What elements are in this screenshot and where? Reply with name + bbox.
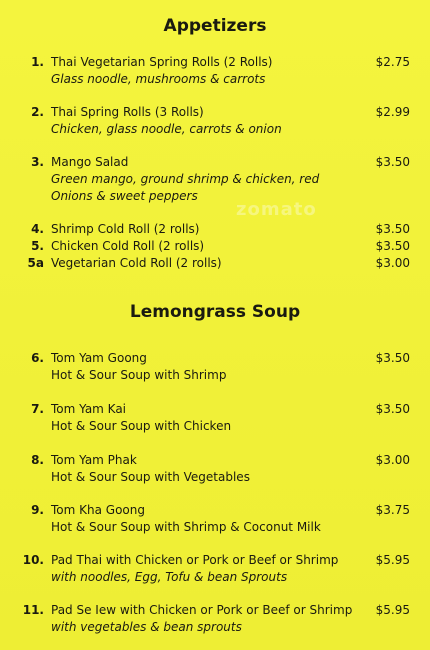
item-name: Tom Yam Kai bbox=[51, 402, 127, 416]
item-description: Green mango, ground shrimp & chicken, red bbox=[51, 172, 320, 186]
watermark: zomato bbox=[236, 199, 317, 220]
item-number: 3. bbox=[31, 155, 44, 169]
item-description: Glass noodle, mushrooms & carrots bbox=[51, 72, 266, 86]
item-description: with vegetables & bean sprouts bbox=[51, 620, 242, 634]
item-number: 8. bbox=[31, 453, 44, 467]
item-description: with noodles, Egg, Tofu & bean Sprouts bbox=[51, 570, 288, 584]
section-title-lemongrass-soup: Lemongrass Soup bbox=[129, 302, 301, 322]
item-description: Chicken, glass noodle, carrots & onion bbox=[51, 122, 282, 136]
item-price: $3.50 bbox=[375, 239, 410, 253]
item-price: $5.95 bbox=[375, 603, 410, 617]
item-number: 11. bbox=[22, 603, 44, 617]
item-price: $3.50 bbox=[375, 351, 410, 365]
item-price: $2.75 bbox=[375, 55, 410, 69]
item-price: $3.00 bbox=[375, 453, 410, 467]
item-number: 5. bbox=[31, 239, 44, 253]
item-description: Hot & Sour Soup with Shrimp & Coconut Milk bbox=[51, 520, 321, 534]
item-name: Vegetarian Cold Roll (2 rolls) bbox=[51, 256, 222, 270]
item-number: 4. bbox=[31, 222, 44, 236]
item-description: Hot & Sour Soup with Vegetables bbox=[51, 470, 250, 484]
item-name: Thai Vegetarian Spring Rolls (2 Rolls) bbox=[51, 55, 273, 69]
item-price: $3.50 bbox=[375, 222, 410, 236]
item-number: 9. bbox=[31, 503, 44, 517]
item-price: $3.00 bbox=[375, 256, 410, 270]
item-description: Hot & Sour Soup with Shrimp bbox=[51, 368, 227, 382]
item-description: Onions & sweet peppers bbox=[51, 189, 198, 203]
section-title-appetizers: Appetizers bbox=[163, 16, 267, 36]
item-number: 2. bbox=[31, 105, 44, 119]
item-price: $3.75 bbox=[375, 503, 410, 517]
item-price: $3.50 bbox=[375, 402, 410, 416]
item-description: Hot & Sour Soup with Chicken bbox=[51, 419, 232, 433]
item-name: Tom Kha Goong bbox=[51, 503, 145, 517]
item-price: $5.95 bbox=[375, 553, 410, 567]
item-name: Tom Yam Goong bbox=[51, 351, 147, 365]
item-name: Chicken Cold Roll (2 rolls) bbox=[51, 239, 205, 253]
item-number: 7. bbox=[31, 402, 44, 416]
item-name: Tom Yam Phak bbox=[51, 453, 137, 467]
item-name: Pad Se Iew with Chicken or Pork or Beef or Shrimp bbox=[51, 603, 353, 617]
item-number: 1. bbox=[31, 55, 44, 69]
item-number: 10. bbox=[22, 553, 44, 567]
item-number: 5a bbox=[27, 256, 44, 270]
item-price: $2.99 bbox=[375, 105, 410, 119]
item-name: Shrimp Cold Roll (2 rolls) bbox=[51, 222, 200, 236]
item-name: Pad Thai with Chicken or Pork or Beef or Shrimp bbox=[51, 553, 339, 567]
item-name: Thai Spring Rolls (3 Rolls) bbox=[51, 105, 204, 119]
item-name: Mango Salad bbox=[51, 155, 129, 169]
item-number: 6. bbox=[31, 351, 44, 365]
item-price: $3.50 bbox=[375, 155, 410, 169]
